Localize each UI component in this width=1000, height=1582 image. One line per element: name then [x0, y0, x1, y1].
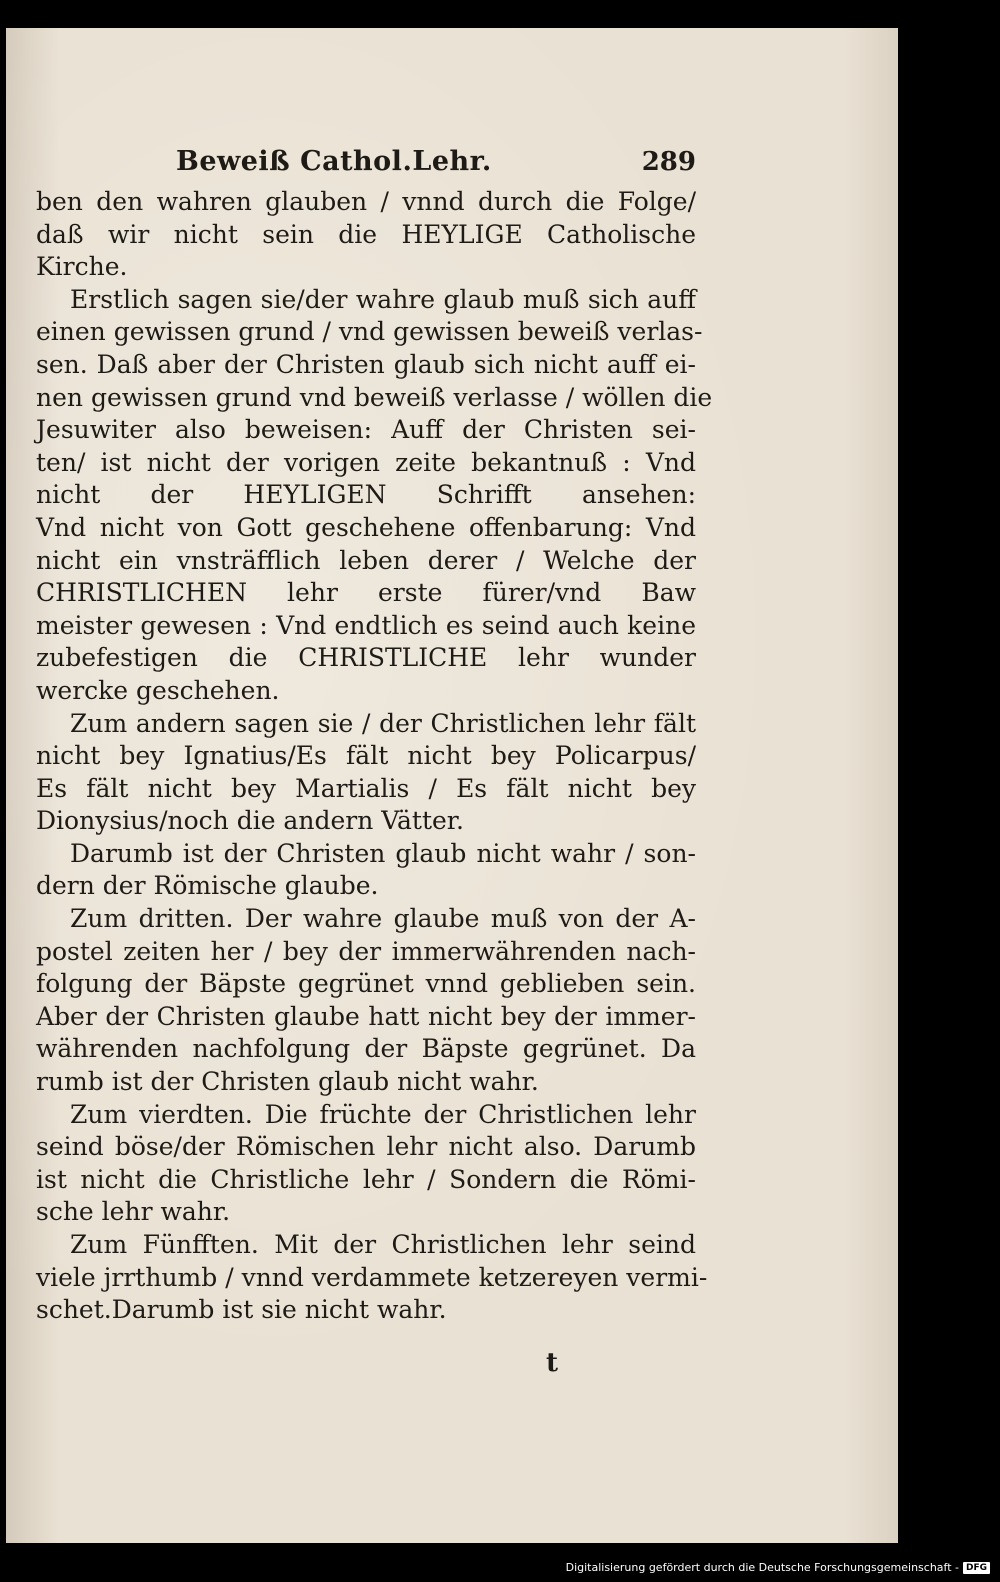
- text-line: postel zeiten her / bey der immerwährenden nach-: [36, 936, 696, 966]
- text-line: Zum dritten. Der wahre glaube muß von der A-: [70, 904, 696, 934]
- text-line: meister gewesen : Vnd endtlich es seind auch keine: [36, 610, 696, 640]
- text-line: viele jrrthumb / vnnd verdammete ketzereyen vermi-: [36, 1262, 708, 1292]
- body-text: [36, 186, 713, 1327]
- text-line: ten/ ist nicht der vorigen zeite bekantnuß : Vnd: [36, 447, 696, 477]
- text-line: CHRISTLICHEN lehr erste fürer/vnd Baw: [36, 578, 696, 608]
- text-line: währenden nachfolgung der Bäpste gegrünet. Da: [36, 1034, 696, 1064]
- text-line: sen. Daß aber der Christen glaub sich nicht auff ei-: [36, 349, 696, 379]
- digitization-credit: [566, 1561, 990, 1574]
- dfg-logo: DFG: [963, 1562, 990, 1574]
- text-line: nen gewissen grund vnd beweiß verlasse / wöllen die: [36, 382, 713, 412]
- text-line: schet.Darumb ist sie nicht wahr.: [36, 1295, 447, 1325]
- page-number: 289: [641, 147, 696, 177]
- text-line: folgung der Bäpste gegrünet vnnd geblieben sein.: [36, 969, 696, 999]
- book-page: [6, 28, 898, 1543]
- text-line: nicht bey Ignatius/Es fält nicht bey Policarpus/: [36, 741, 696, 771]
- text-line: Aber der Christen glaube hatt nicht bey der immer-: [36, 1001, 696, 1031]
- text-line: Darumb ist der Christen glaub nicht wahr / son-: [70, 838, 696, 868]
- text-line: nicht ein vnsträfflich leben derer / Welche der: [36, 545, 696, 575]
- catchword: t: [546, 1348, 559, 1378]
- running-title: Beweiß Cathol.Lehr.: [176, 146, 492, 177]
- text-line: Vnd nicht von Gott geschehene offenbarung: Vnd: [36, 512, 696, 542]
- text-line: nicht der HEYLIGEN Schrifft ansehen:: [36, 480, 696, 510]
- text-line: ist nicht die Christliche lehr / Sondern die Römi-: [36, 1164, 696, 1194]
- text-line: dern der Römische glaube.: [36, 871, 379, 901]
- text-line: Zum vierdten. Die früchte der Christlichen lehr: [70, 1099, 696, 1129]
- text-line: einen gewissen grund / vnd gewissen beweiß verlas-: [36, 317, 703, 347]
- text-line: Kirche.: [36, 252, 128, 282]
- text-line: seind böse/der Römischen lehr nicht also. Darumb: [36, 1132, 696, 1162]
- text-line: Jesuwiter also beweisen: Auff der Christen sei-: [36, 415, 696, 445]
- text-line: ben den wahren glauben / vnnd durch die Folge/: [36, 187, 696, 216]
- text-line: rumb ist der Christen glaub nicht wahr.: [36, 1067, 539, 1097]
- text-line: Es fält nicht bey Martialis / Es fält nicht bey: [36, 773, 696, 803]
- page-text-block: [36, 146, 713, 1327]
- text-line: Zum andern sagen sie / der Christlichen lehr fält: [70, 708, 696, 738]
- text-line: Zum Fünfften. Mit der Christlichen lehr seind: [70, 1230, 696, 1259]
- text-line: daß wir nicht sein die HEYLIGE Catholische: [36, 219, 696, 249]
- credit-text: Digitalisierung gefördert durch die Deutsche Forschungsgemeinschaft -: [565, 1561, 959, 1574]
- text-line: zubefestigen die CHRISTLICHE lehr wunder: [36, 643, 696, 673]
- text-line: sche lehr wahr.: [36, 1197, 231, 1227]
- text-line: Erstlich sagen sie/der wahre glaub muß sich auff: [70, 284, 696, 314]
- text-line: Dionysius/noch die andern Vätter.: [36, 806, 464, 836]
- running-head: [36, 146, 696, 186]
- text-line: wercke geschehen.: [36, 675, 280, 705]
